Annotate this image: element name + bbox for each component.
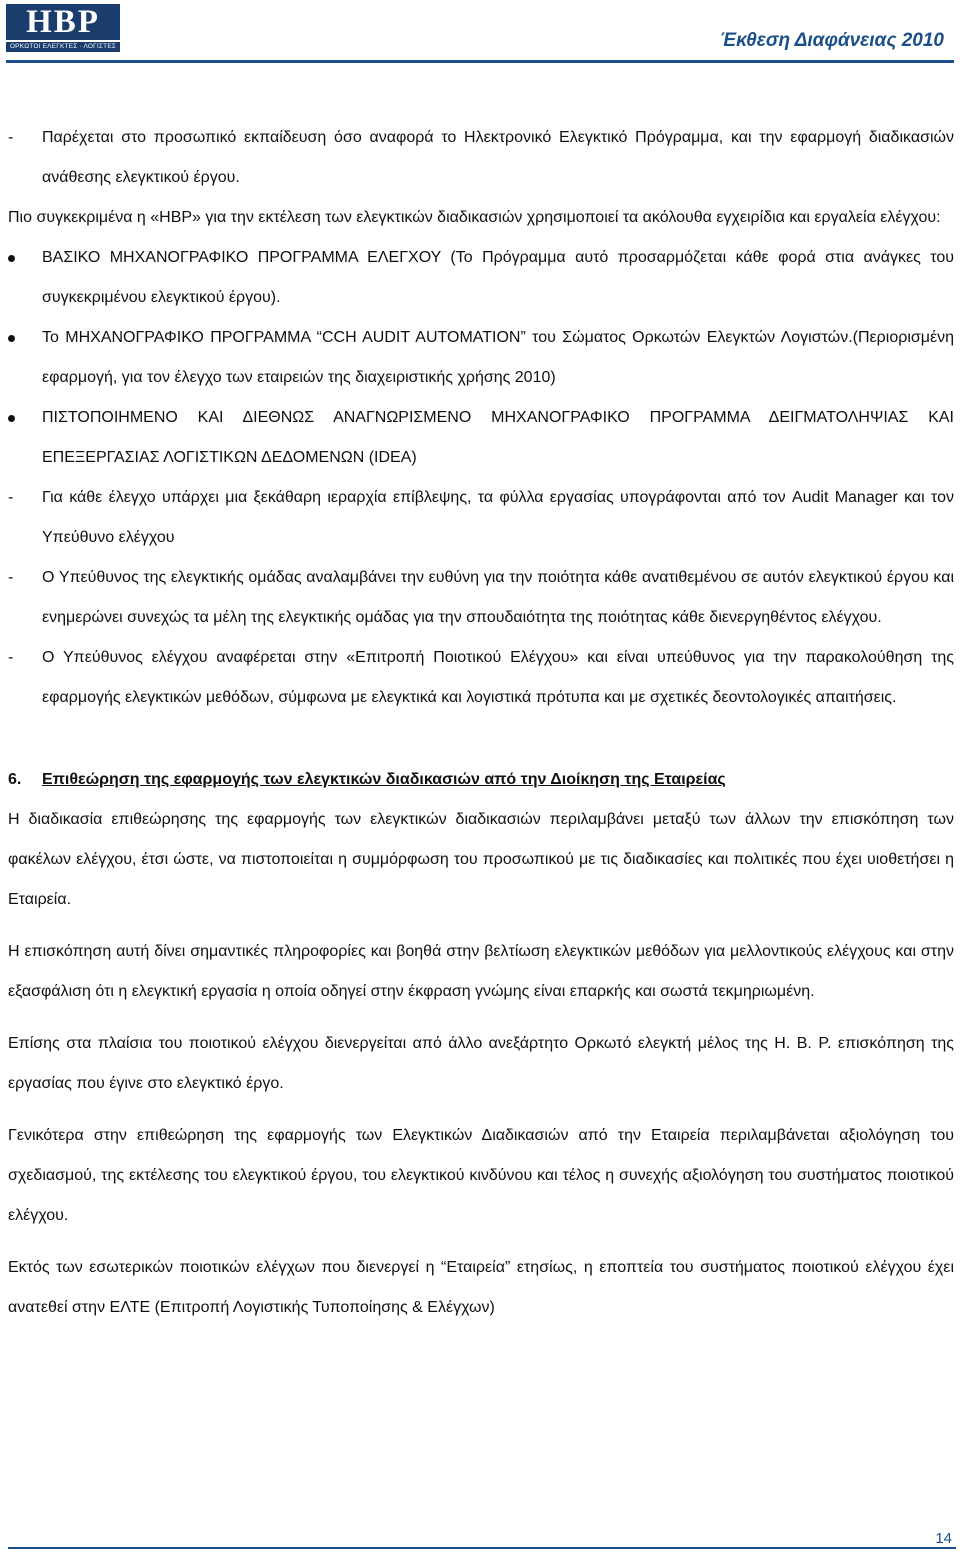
paragraph: Γενικότερα στην επιθεώρηση της εφαρμογής των Ελεγκτικών Διαδικασιών από την Εταιρεία περιλαμβάνεται αξιολόγηση του σχεδιασμού, της εκτέλεσης του ελεγκτικού έργου, του ελεγκτικού κινδύνου και τέλος η συνεχής αξιολόγηση του συστήματος ποιοτικού ελέγχου. — [8, 1127, 954, 1224]
dash-item-text: Παρέχεται στο προσωπικό εκπαίδευση όσο αναφορά το Ηλεκτρονικό Ελεγκτικό Πρόγραμμα, και την εφαρμογή διαδικασιών ανάθεσης ελεγκτικού έργου. — [42, 129, 954, 186]
paragraph: Εκτός των εσωτερικών ποιοτικών ελέγχων που διενεργεί η “Εταιρεία” ετησίως, η εποπτεία του συστήματος ποιοτικού ελέγχου έχει ανατεθεί στην ΕΛΤΕ (Επιτροπή Λογιστικής Τυποποίησης & Ελέγχων) — [8, 1259, 954, 1316]
logo-text: HBP — [6, 4, 120, 40]
bullet-icon — [8, 335, 15, 342]
dash-marker: - — [8, 129, 14, 146]
section-heading — [8, 760, 954, 800]
bullet-item-text: ΒΑΣΙΚΟ ΜΗΧΑΝΟΓΡΑΦΙΚΟ ΠΡΟΓΡΑΜΜΑ ΕΛΕΓΧΟΥ (Το Πρόγραμμα αυτό προσαρμόζεται κάθε φορά στια ανάγκες του συγκεκριμένου ελεγκτικού έργου). — [42, 249, 954, 306]
dash-item — [8, 118, 954, 198]
section-number: 6. — [8, 771, 22, 788]
dash-item — [8, 558, 954, 638]
paragraph: Επίσης στα πλαίσια του ποιοτικού ελέγχου διενεργείται από άλλο ανεξάρτητο Ορκωτό ελεγκτή μέλος της Η. Β. Ρ. επισκόπηση της εργασίας που έγινε στο ελεγκτικό έργο. — [8, 1035, 954, 1092]
bullet-item — [8, 238, 954, 318]
header-divider — [6, 60, 954, 63]
page-number: 14 — [935, 1530, 952, 1547]
report-title: Έκθεση Διαφάνειας 2010 — [719, 30, 944, 51]
logo-subtitle: ΟΡΚΩΤΟΙ ΕΛΕΓΚΤΕΣ · ΛΟΓΙΣΤΕΣ — [6, 42, 120, 52]
intro-paragraph: Πιο συγκεκριμένα η «HBP» για την εκτέλεση των ελεγκτικών διαδικασιών χρησιμοποιεί τα ακόλουθα εγχειρίδια και εργαλεία ελέγχου: — [8, 209, 941, 226]
dash-item-text: Ο Υπεύθυνος ελέγχου αναφέρεται στην «Επιτροπή Ποιοτικού Ελέγχου» και είναι υπεύθυνος για την παρακολούθηση της εφαρμογής ελεγκτικών μεθόδων, σύμφωνα με ελεγκτικά και λογιστικά πρότυπα και με σχετικές δεοντολογικές απαιτήσεις. — [42, 649, 954, 706]
dash-item-text: Για κάθε έλεγχο υπάρχει μια ξεκάθαρη ιεραρχία επίβλεψης, τα φύλλα εργασίας υπογράφονται από τον Audit Manager και τον Υπεύθυνο ελέγχου — [42, 489, 954, 546]
dash-marker: - — [8, 569, 14, 586]
bullet-icon — [8, 255, 15, 262]
paragraph: Η διαδικασία επιθεώρησης της εφαρμογής των ελεγκτικών διαδικασιών περιλαμβάνει μεταξύ των άλλων την επισκόπηση των φακέλων ελέγχου, έτσι ώστε, να πιστοποιείται η συμμόρφωση του προσωπικού με τις διαδικασίες και πολιτικές που έχει υιοθετήσει η Εταιρεία. — [8, 811, 954, 908]
dash-item-text: Ο Υπεύθυνος της ελεγκτικής ομάδας αναλαμβάνει την ευθύνη για την ποιότητα κάθε ανατιθεμένου σε αυτόν ελεγκτικού έργου και ενημερώνει συνεχώς τα μέλη της ελεγκτικής ομάδας για την σπουδαιότητα της ποιότητας κάθε διενεργηθέντος ελέγχου. — [42, 569, 954, 626]
bullet-item — [8, 318, 954, 398]
dash-item — [8, 478, 954, 558]
document-body — [8, 118, 954, 1328]
dash-marker: - — [8, 649, 14, 666]
bullet-item-text: Το ΜΗΧΑΝΟΓΡΑΦΙΚΟ ΠΡΟΓΡΑΜΜΑ “CCH AUDIT AUTOMATION” του Σώματος Ορκωτών Ελεγκτών Λογιστών.(Περιορισμένη εφαρμογή, για τον έλεγχο των εταιρειών της διαχειριστικής χρήσης 2010) — [42, 329, 954, 386]
bullet-item — [8, 398, 954, 478]
hbp-logo — [6, 4, 120, 50]
dash-item — [8, 638, 954, 718]
dash-marker: - — [8, 489, 14, 506]
section-title: Επιθεώρηση της εφαρμογής των ελεγκτικών διαδικασιών από την Διοίκηση της Εταιρείας — [42, 771, 726, 788]
bullet-item-text: ΠΙΣΤΟΠΟΙΗΜΕΝΟ ΚΑΙ ΔΙΕΘΝΩΣ ΑΝΑΓΝΩΡΙΣΜΕΝΟ ΜΗΧΑΝΟΓΡΑΦΙΚΟ ΠΡΟΓΡΑΜΜΑ ΔΕΙΓΜΑΤΟΛΗΨΙΑΣ ΚΑΙ ΕΠΕΞΕΡΓΑΣΙΑΣ ΛΟΓΙΣΤΙΚΩΝ ΔΕΔΟΜΕΝΩΝ (IDEA) — [42, 409, 954, 466]
paragraph: Η επισκόπηση αυτή δίνει σημαντικές πληροφορίες και βοηθά στην βελτίωση ελεγκτικών μεθόδων για μελλοντικούς ελέγχους και στην εξασφάλιση ότι η ελεγκτική εργασία η οποία οδηγεί στην έκφραση γνώμης είναι επαρκής και σωστά τεκμηριωμένη. — [8, 943, 954, 1000]
page-header — [0, 0, 960, 62]
bullet-icon — [8, 415, 15, 422]
footer-divider — [8, 1547, 956, 1549]
